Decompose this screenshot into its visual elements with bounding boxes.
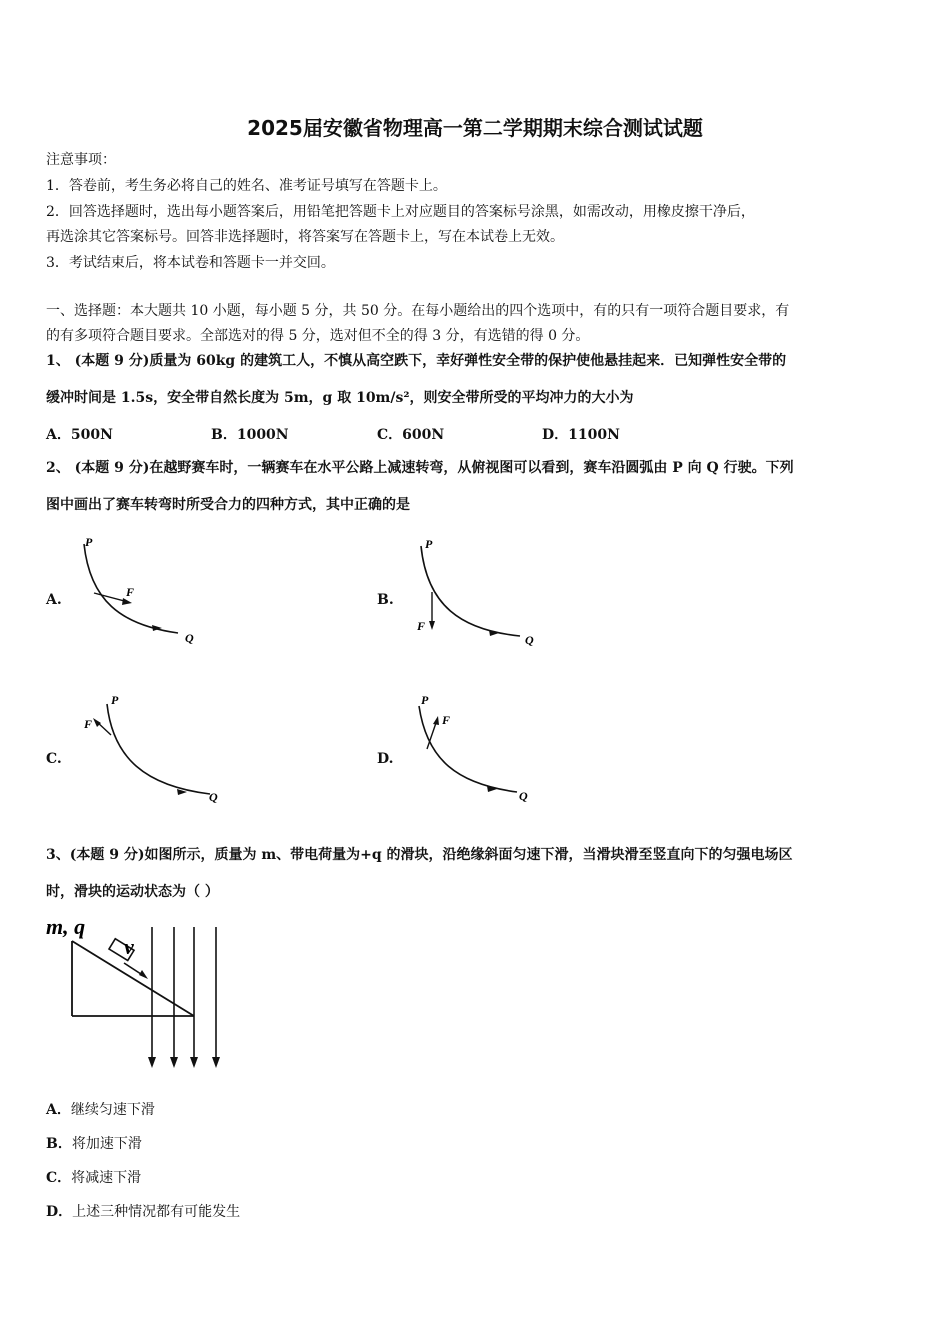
notice-item: 3．考试结束后，将本试卷和答题卡一并交回。	[46, 255, 335, 271]
q2-figure-c	[75, 688, 225, 813]
question-1-stem: 1、 (本题 9 分)质量为 60kg 的建筑工人，不慎从高空跌下，幸好弹性安全带的保护使他悬挂起来．已知弹性安全带的	[46, 353, 787, 369]
option-text: 将加速下滑	[71, 1136, 142, 1152]
question-3-stem: 3、(本题 9 分)如图所示，质量为 m、带电荷量为+q 的滑块，沿绝缘斜面匀速下滑，当滑块滑至竖直向下的匀强电场区	[46, 847, 793, 863]
option-label: D．	[46, 1204, 73, 1220]
question-3-stem: 时，滑块的运动状态为（ ）	[46, 884, 219, 900]
point-p-label: P	[425, 537, 433, 551]
q3-option-c	[46, 1168, 141, 1188]
question-1-stem: 缓冲时间是 1.5s，安全带自然长度为 5m，g 取 10m/s²，则安全带所受的平均冲力的大小为	[46, 390, 634, 406]
point-q-label: Q	[209, 790, 218, 804]
point-q-label: Q	[525, 633, 534, 647]
force-f-label: F	[84, 717, 93, 731]
velocity-label: v	[124, 934, 134, 959]
option-text: 继续匀速下滑	[70, 1102, 155, 1118]
point-p-label: P	[421, 693, 429, 707]
option-text: 将减速下滑	[71, 1170, 142, 1186]
notice-item: 2．回答选择题时，选出每小题答案后，用铅笔把答题卡上对应题目的答案标号涂黑，如需改动，用橡皮擦干净后，	[46, 204, 755, 220]
q3-incline-field-figure	[44, 910, 234, 1075]
option-label: B．	[46, 1136, 72, 1152]
q1-option-d: D．1100N	[542, 427, 620, 443]
q3-option-d	[46, 1202, 240, 1222]
q1-option-c: C．600N	[377, 427, 445, 443]
q3-option-b	[46, 1134, 142, 1154]
q2-option-c-label: C.	[46, 751, 62, 767]
section-instructions: 一、选择题：本大题共 10 小题，每小题 5 分，共 50 分。在每小题给出的四个选项中，有的只有一项符合题目要求，有	[46, 303, 790, 319]
notice-item: 1．答卷前，考生务必将自己的姓名、准考证号填写在答题卡上。	[46, 178, 447, 194]
point-p-label: P	[85, 535, 93, 549]
force-f-label: F	[442, 713, 451, 727]
section-instructions: 的有多项符合题目要求。全部选对的得 5 分，选对但不全的得 3 分，有选错的得 0 分。	[46, 328, 590, 344]
force-f-label: F	[417, 619, 426, 633]
notice-item: 再选涂其它答案标号。回答非选择题时，将答案写在答题卡上，写在本试卷上无效。	[46, 229, 564, 245]
q3-option-a	[46, 1100, 155, 1120]
force-f-label: F	[126, 585, 135, 599]
q2-option-a-label: A.	[46, 592, 62, 608]
page-title: 2025届安徽省物理高一第二学期期末综合测试试题	[247, 116, 703, 140]
point-p-label: P	[111, 693, 119, 707]
notice-heading: 注意事项：	[46, 152, 116, 168]
mass-charge-label: m, q	[46, 914, 86, 939]
option-label: A．	[46, 1102, 71, 1118]
q1-option-b: B．1000N	[211, 427, 289, 443]
q2-option-b-label: B.	[377, 592, 394, 608]
q2-figure-d	[405, 688, 545, 813]
question-2-stem: 图中画出了赛车转弯时所受合力的四种方式，其中正确的是	[46, 497, 410, 513]
q2-figure-a	[70, 530, 210, 655]
option-label: C．	[46, 1170, 72, 1186]
q2-option-d-label: D.	[377, 751, 394, 767]
point-q-label: Q	[185, 631, 194, 645]
q2-figure-b	[405, 530, 545, 655]
point-q-label: Q	[519, 789, 528, 803]
option-text: 上述三种情况都有可能发生	[72, 1204, 241, 1220]
q1-option-a: A．500N	[46, 427, 113, 443]
question-2-stem: 2、 (本题 9 分)在越野赛车时，一辆赛车在水平公路上减速转弯，从俯视图可以看到，赛车沿圆弧由 P 向 Q 行驶。下列	[46, 460, 794, 476]
